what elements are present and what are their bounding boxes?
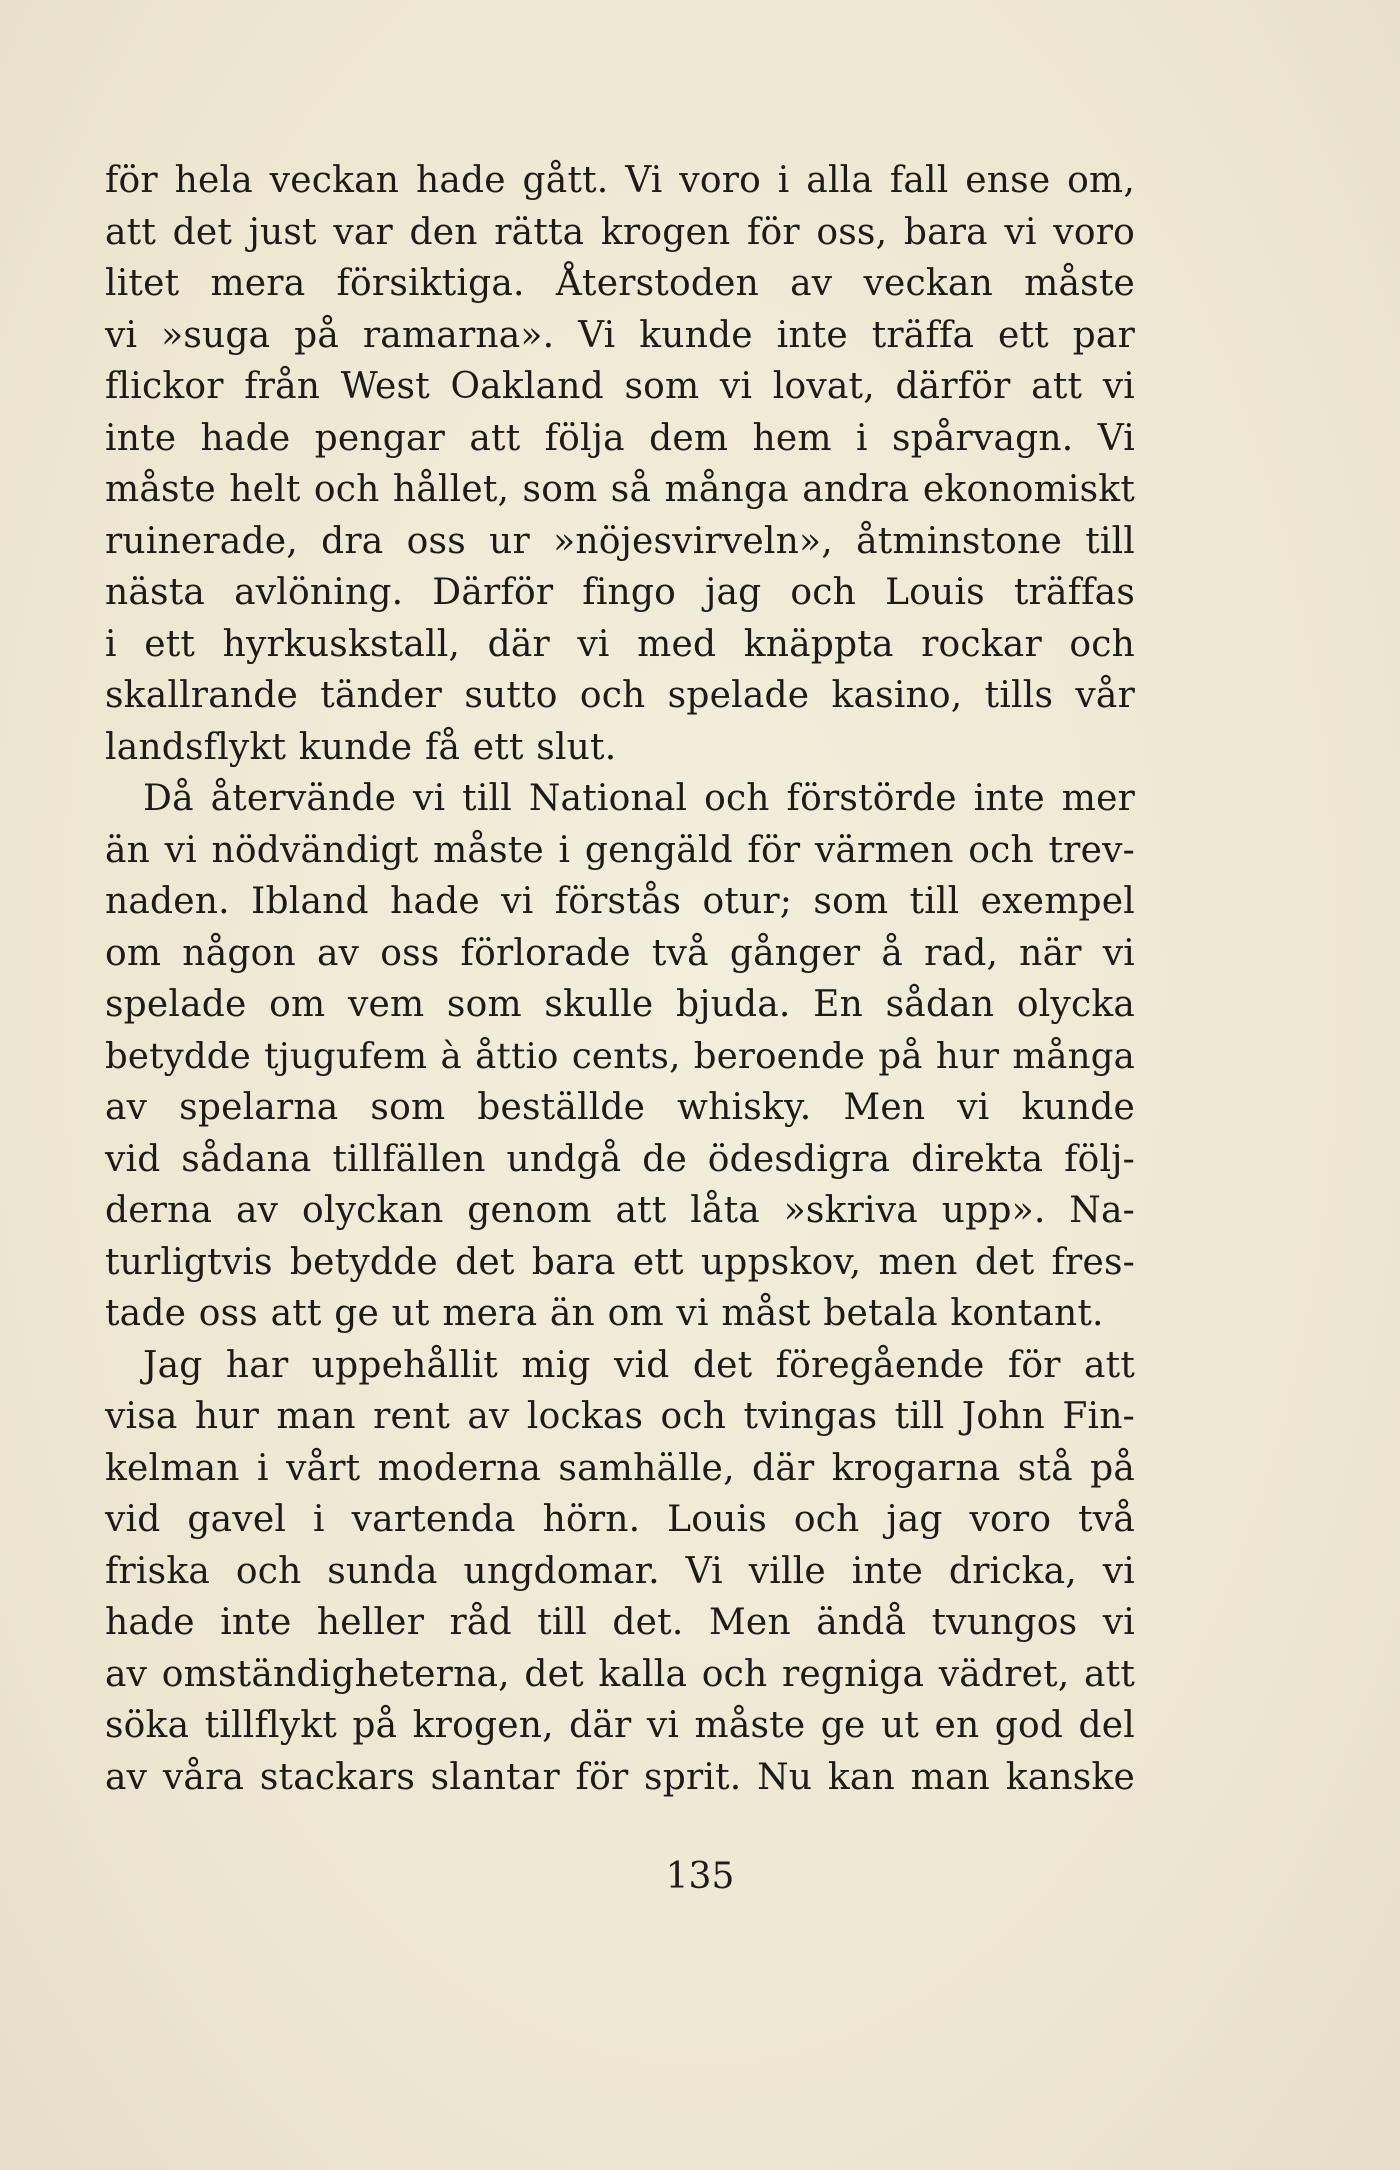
text-line: i ett hyrkuskstall, där vi med knäppta rockar och — [105, 623, 1135, 665]
text-line: visa hur man rent av lockas och tvingas till John Fin- — [105, 1396, 1135, 1437]
text-line: hade inte heller råd till det. Men ändå tvungos vi — [105, 1602, 1135, 1643]
text-line: turligtvis betydde det bara ett uppskov, men det fres- — [105, 1241, 1135, 1283]
text-line: vid gavel i vartenda hörn. Louis och jag voro två — [105, 1499, 1135, 1540]
text-line: litet mera försiktiga. Återstoden av veckan måste — [105, 263, 1135, 304]
text-line: måste helt och hållet, som så många andra ekonomiskt — [105, 469, 1135, 510]
text-line: derna av olyckan genom att låta »skriva upp». Na- — [105, 1190, 1135, 1231]
text-line: ruinerade, dra oss ur »nöjesvirveln», åtminstone till — [105, 520, 1135, 562]
text-line: naden. Ibland hade vi förstås otur; som till exempel — [105, 881, 1135, 922]
text-line: för hela veckan hade gått. Vi voro i alla fall ense om, — [105, 160, 1135, 201]
text-line: Jag har uppehållit mig vid det föregående för att — [143, 1344, 1135, 1386]
text-line: skallrande tänder sutto och spelade kasino, tills vår — [105, 675, 1135, 716]
text-line: flickor från West Oakland som vi lovat, därför att vi — [105, 366, 1135, 407]
page-number: 135 — [665, 1856, 735, 1897]
text-line: tade oss att ge ut mera än om vi måst betala kontant. — [105, 1293, 1104, 1334]
text-line: att det just var den rätta krogen för oss, bara vi voro — [105, 211, 1135, 253]
text-line: inte hade pengar att följa dem hem i spårvagn. Vi — [105, 417, 1135, 459]
text-line: än vi nödvändigt måste i gengäld för värmen och trev- — [105, 829, 1135, 871]
text-line: vid sådana tillfällen undgå de ödesdigra direkta följ- — [105, 1138, 1135, 1180]
text-line: söka tillflykt på krogen, där vi måste ge ut en god del — [105, 1705, 1135, 1746]
text-line: friska och sunda ungdomar. Vi ville inte dricka, vi — [105, 1550, 1135, 1592]
text-line: nästa avlöning. Därför fingo jag och Louis träffas — [105, 572, 1135, 613]
text-line: vi »suga på ramarna». Vi kunde inte träffa ett par — [105, 314, 1135, 356]
text-line: kelman i vårt moderna samhälle, där krogarna stå på — [105, 1447, 1135, 1489]
text-line: av spelarna som beställde whisky. Men vi kunde — [105, 1087, 1135, 1128]
text-line: av våra stackars slantar för sprit. Nu kan man kanske — [105, 1756, 1135, 1798]
text-line: om någon av oss förlorade två gånger å rad, när vi — [105, 932, 1135, 974]
text-line: spelade om vem som skulle bjuda. En sådan olycka — [105, 984, 1135, 1025]
text-line: betydde tjugufem à åttio cents, beroende på hur många — [105, 1035, 1135, 1077]
text-line: Då återvände vi till National och förstörde inte mer — [143, 778, 1135, 819]
text-line: av omständigheterna, det kalla och regniga vädret, att — [105, 1653, 1135, 1695]
page-number-wrap — [0, 1856, 1400, 1897]
text-line: landsflykt kunde få ett slut. — [105, 726, 617, 768]
body-text — [105, 155, 1135, 1897]
